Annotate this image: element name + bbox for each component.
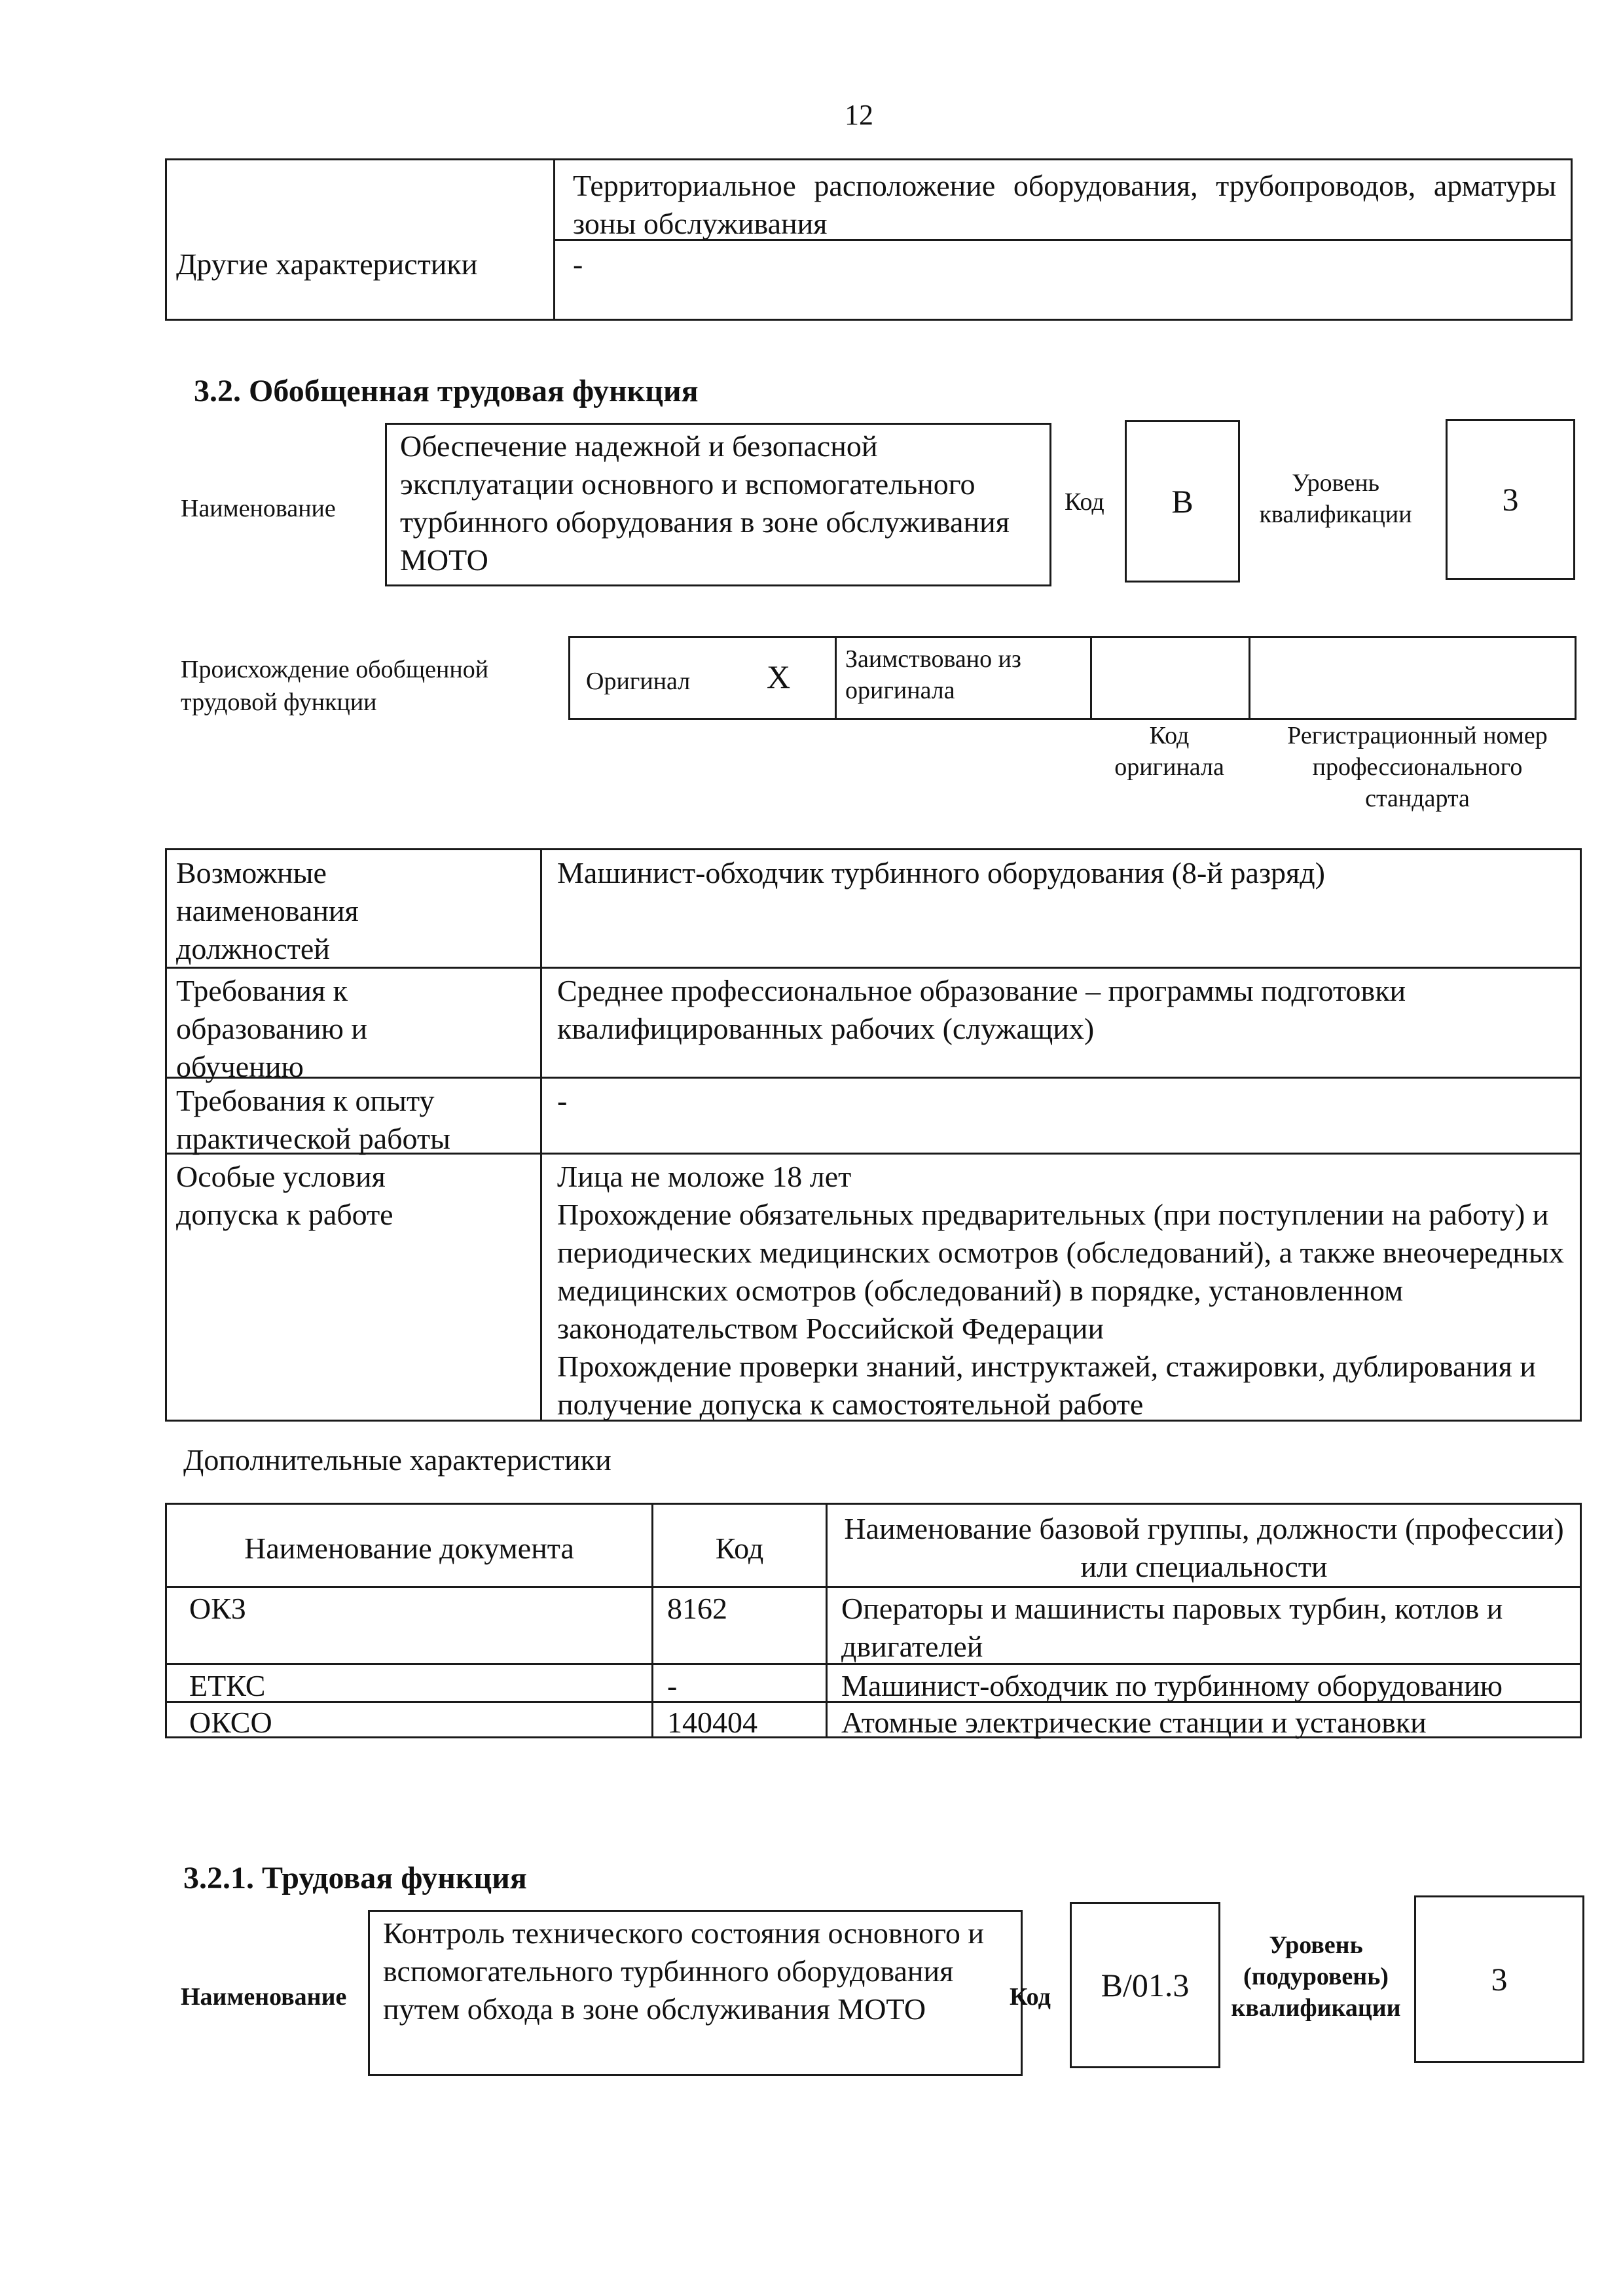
add-row-group: Операторы и машинисты паровых турбин, котлов и двигателей (841, 1592, 1503, 1663)
add-row-doc: ЕТКС (189, 1669, 266, 1702)
tf-code-box (1070, 1902, 1220, 2068)
add-header-doc: Наименование документа (244, 1532, 574, 1565)
add-row-doc: ОКЗ (189, 1592, 246, 1625)
add-header-code: Код (715, 1532, 764, 1565)
top-table-row2-label: Другие характеристики (176, 247, 478, 281)
add-row-group: Атомные электрические станции и установки (841, 1706, 1427, 1739)
req-row-label: Возможные наименования должностей (176, 856, 359, 965)
tf-level-value: 3 (1491, 1961, 1508, 1998)
tf-name-value: Контроль технического состояния основного и вспомогательного турбинного оборудования путем обхода в зоне обслуживания МОТО (383, 1916, 985, 2026)
add-row-code: - (667, 1669, 678, 1702)
name-label: Наименование (181, 495, 336, 522)
original-label: Оригинал (586, 668, 691, 695)
tf-level-box (1414, 1895, 1584, 2063)
req-divider-v (540, 850, 542, 1420)
section-3-2-heading: 3.2. Обобщенная трудовая функция (194, 374, 699, 408)
borrowed-label: Заимствовано из оригинала (845, 645, 1021, 704)
gtf-level-value: 3 (1502, 481, 1519, 518)
origin-label: Происхождение обобщенной трудовой функции (181, 656, 489, 716)
tf-code-label: Код (1010, 1983, 1051, 2011)
req-row-value: Машинист-обходчик турбинного оборудования (8-й разряд) (557, 856, 1325, 889)
req-condition-line: Прохождение проверки знаний, инструктажей, стажировки, дублирования и получение допуска к самостоятельной работе (557, 1350, 1536, 1421)
top-table (165, 158, 1573, 321)
add-row-group: Машинист-обходчик по турбинному оборудованию (841, 1669, 1503, 1702)
top-table-row2-value: - (573, 247, 583, 281)
gtf-code-value: B (1171, 483, 1194, 520)
reg-number-caption: Регистрационный номер профессионального стандарта (1287, 722, 1548, 812)
req-row-value (543, 1154, 1580, 1427)
req-row-label: Особые условия допуска к работе (176, 1160, 393, 1231)
gtf-name-box (385, 423, 1051, 586)
origin-table (568, 636, 1577, 720)
req-condition-line: Прохождение обязательных предварительных (при поступлении на работу) и периодических медицинских осмотров (обследований), а также внеочередных медицинских осмотров (обследований) в порядке, установленном законодательством Российской Федерации (557, 1198, 1564, 1345)
req-row-label: Требования к образованию и обучению (176, 974, 367, 1083)
origin-divider-2 (1090, 638, 1092, 718)
origin-divider-1 (835, 638, 837, 718)
page-number: 12 (845, 99, 873, 131)
tf-level-label: Уровень (подуровень) квалификации (1231, 1931, 1401, 2022)
requirements-table (165, 848, 1582, 1422)
additional-heading: Дополнительные характеристики (183, 1443, 611, 1477)
add-header-group: Наименование базовой группы, должности (профессии) или специальности (844, 1512, 1564, 1583)
code-label: Код (1065, 488, 1104, 516)
req-condition-line: Лица не моложе 18 лет (557, 1160, 852, 1193)
code-original-caption: Код оригинала (1114, 722, 1224, 781)
level-label: Уровень квалификации (1259, 469, 1412, 528)
req-row-label: Требования к опыту практической работы (176, 1084, 450, 1155)
add-row-doc: ОКСО (189, 1706, 272, 1739)
tf-code-value: B/01.3 (1101, 1967, 1190, 2003)
gtf-code-box (1125, 420, 1240, 583)
add-row-code: 140404 (667, 1706, 757, 1739)
gtf-level-box (1446, 419, 1575, 580)
top-table-row1-value: Территориальное расположение оборудования, трубопроводов, арматуры зоны обслуживания (573, 169, 1556, 240)
tf-name-label: Наименование (181, 1983, 347, 2011)
additional-table (165, 1503, 1582, 1738)
section-3-2-1-heading: 3.2.1. Трудовая функция (183, 1861, 527, 1895)
tf-name-box (368, 1910, 1023, 2076)
origin-divider-3 (1249, 638, 1250, 718)
req-row-value: Среднее профессиональное образование – программы подготовки квалифицированных рабочих (служащих) (557, 974, 1406, 1045)
add-row-code: 8162 (667, 1592, 727, 1625)
req-row-value: - (557, 1084, 568, 1117)
gtf-name-value: Обеспечение надежной и безопасной эксплуатации основного и вспомогательного турбинного оборудования в зоне обслуживания МОТО (400, 429, 1010, 577)
original-mark: X (767, 658, 791, 695)
